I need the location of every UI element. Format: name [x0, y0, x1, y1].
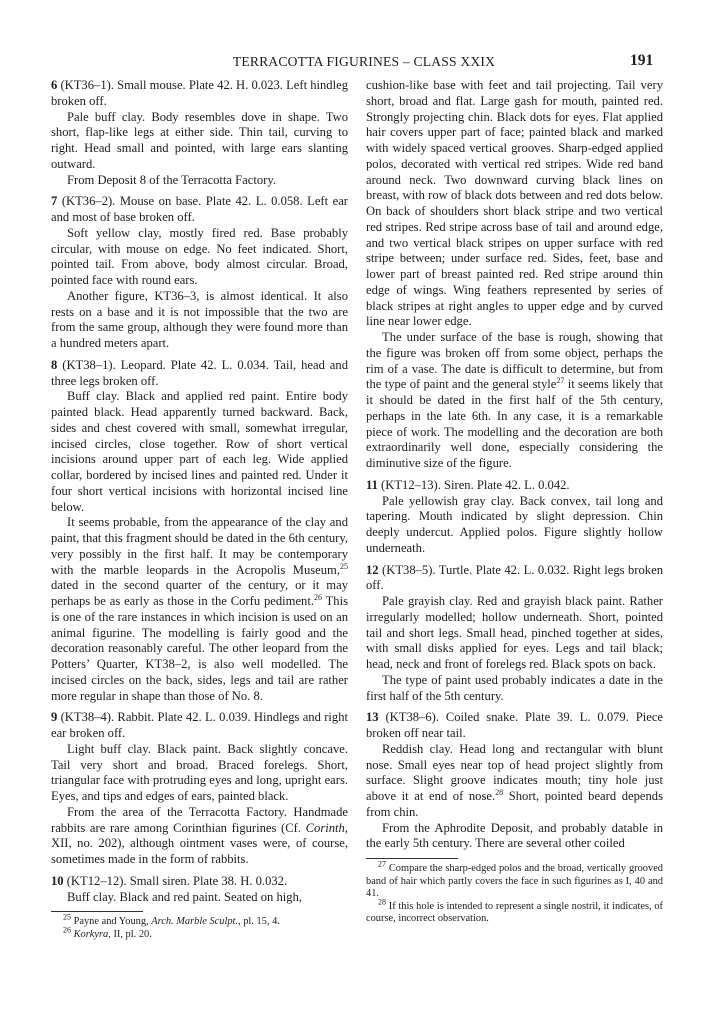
page-number: 191: [630, 52, 654, 69]
entry-6-heading: [51, 78, 348, 110]
entry-heading-text: (KT38–4). Rabbit. Plate 42. L. 0.039. Hindlegs and right ear broken off.: [51, 710, 348, 740]
text-run: It seems probable, from the appearance of the clay and paint, that this fragment should be dated in the 6th century, very possibly in the first half. It may be contemporary with the marble leopards in the Acropolis Museum,: [51, 515, 348, 577]
entry-10-discussion: [366, 330, 663, 472]
entry-7-description: Soft yellow clay, mostly fired red. Base probably circular, with mouse on edge. No feet indicated. Short, pointed tail. From above, body almost circular. Broad, pointed face with round ears.: [51, 225, 348, 287]
text-run: dated in the second quarter of the century, or it may perhaps be as early as those in the Corfu pediment.: [51, 578, 348, 608]
entry-11-heading: [366, 478, 663, 494]
text-run: Short, pointed beard depends from chin.: [366, 789, 663, 819]
text-run: it seems likely that it should be dated in the first half of the 5th century, perhaps in the late 6th. In any case, it is a remarkable piece of work. The modelling and the decoration are both extraordinarily well done, especially considering the diminutive size of the figure.: [366, 377, 663, 470]
entry-7-note: Another figure, KT36–3, is almost identical. It also rests on a base and it is not impossible that the two are from the same group, although they were found more than a hundred meters apart.: [51, 288, 348, 350]
footnote-28: [366, 897, 663, 926]
footnote-27: [366, 859, 663, 901]
entry-number: 6: [51, 78, 58, 92]
entry-10-heading: [51, 874, 348, 890]
footnote-ref-28[interactable]: 28: [495, 787, 504, 797]
footnote-marker: 28: [378, 897, 386, 907]
entry-8-description: Buff clay. Black and applied red paint. Entire body painted black. Head apparently turned backward. Back, sides and chest covered with small, somewhat irregular, incised circles, close together. Row of short vertical incisions around upper part of each leg. Wide applied collar, bordered by incised lines and painted red. Under it four short vertical incisions with horizontal incised line below.: [51, 389, 348, 514]
right-column: [366, 78, 663, 926]
text-run: Reddish clay. Head long and rectangular with blunt nose. Small eyes near top of head project slightly from surface. Slight groove indicates mouth; tiny hole just above it at end of nose.: [366, 741, 663, 803]
entry-heading-text: (KT38–6). Coiled snake. Plate 39. L. 0.079. Piece broken off near tail.: [366, 710, 663, 740]
text-run: The under surface of the base is rough, showing that the figure was broken off from some object, perhaps the rim of a vase. The date is difficult to determine, but from the type of paint and the general style: [366, 330, 663, 392]
entry-12-heading: [366, 563, 663, 595]
entry-heading-text: (KT38–5). Turtle. Plate 42. L. 0.032. Right legs broken off.: [366, 562, 663, 593]
text-run: From the area of the Terracotta Factory. Handmade rabbits are rare among Corinthian figurines (Cf.: [51, 804, 348, 835]
footnote-26: [51, 925, 348, 942]
text-run-italic: Corinth: [305, 820, 345, 835]
entry-11-description: Pale yellowish gray clay. Back convex, tail long and tapering. Mouth indicated by slight depression. Chin deeply undercut. Applied polos. Figure slightly hollow underneath.: [366, 493, 663, 555]
text-run: Compare the sharp-edged polos and the broad, vertically grooved band of hair which partly covers the face in such figurines as I, 40 and 41.: [366, 863, 663, 900]
entry-10-continued: cushion-like base with feet and tail projecting. Tail very short, broad and flat. Large gash for mouth, painted red. Strongly projecting chin. Black dots for eyes. Flat applied hair covers upper part of face; painted black and marked with widely spaced vertical grooves. Sharp-edged applied polos, decorated with vertical red stripes. Wide red band around neck. Two downward curving black lines on breast, with row of black dots between and red dots below. On back of shoulders short black stripe and two vertical red stripes. Red stripe across base of tail and around edge, and two vertical black stripes on upper surface with red stripe between; under surface red. Sides, feet, base and lower part of breast painted red. Red stripe around thin edge of wings. Wing feathers represented by series of black stripes at right angles to upper edge and by curved line near lower edge.: [366, 78, 663, 329]
entry-6-description: Pale buff clay. Body resembles dove in shape. Two short, flap-like legs at either side. Thin tail, curving to right. Head small and pointed, with large ears slanting outward.: [51, 109, 348, 171]
entry-9-description: Light buff clay. Black paint. Back slightly concave. Tail very short and broad. Braced forelegs. Short, triangular face with protruding eyes and long, upright ears. Eyes, and tips and edges of ears, painted black.: [51, 741, 348, 803]
entry-number: 8: [51, 357, 58, 372]
entry-8-discussion: [51, 515, 348, 704]
footnote-marker: 26: [63, 925, 71, 935]
footnote-25: [51, 912, 348, 929]
text-run: If this hole is intended to represent a single nostril, it indicates, of course, incorrect observation.: [366, 900, 663, 925]
text-run: This is one of the rare instances in which incision is used on an animal figurine. The modelling is fairly good and the decoration reasonably careful. The other leopard from the Potters’ Quarter, KT38–2, is also well modelled. The incised circles on the back, sides, legs and tail are rather more regular in shape than those of No. 8.: [51, 594, 348, 703]
footnote-ref-25[interactable]: 25: [340, 561, 348, 571]
footnote-marker: 25: [63, 912, 71, 922]
footnote-marker: 27: [378, 859, 386, 869]
text-run: Payne and Young,: [71, 916, 152, 928]
entry-12-description: Pale grayish clay. Red and grayish black paint. Rather irregularly modelled; hollow underneath. Short, pointed tail and short legs. Small head, pinched together at sides, with small disks applied for eyes. Legs and tail black; head, neck and front of forelegs red. Black spots on back.: [366, 594, 663, 671]
entry-heading-text: (KT12–12). Small siren. Plate 38. H. 0.032.: [63, 873, 288, 888]
entry-7-heading: [51, 194, 348, 226]
entry-heading-text: (KT36–1). Small mouse. Plate 42. H. 0.023. Left hindleg broken off.: [51, 78, 348, 108]
entry-number: 9: [51, 710, 58, 725]
footnote-ref-26[interactable]: 26: [313, 592, 322, 602]
entry-13-provenance: From the Aphrodite Deposit, and probably datable in the early 5th century. There are several other coiled: [366, 820, 663, 851]
entry-13-description: [366, 742, 663, 821]
entry-heading-text: (KT36–2). Mouse on base. Plate 42. L. 0.058. Left ear and most of base broken off.: [51, 194, 348, 224]
text-run: , XII, no. 202), although ointment vases were, of course, sometimes made in the form of rabbits.: [51, 820, 348, 866]
text-run-italic: Arch. Marble Sculpt.: [151, 916, 239, 928]
footnote-ref-27[interactable]: 27: [556, 376, 565, 386]
entry-9-heading: [51, 710, 348, 742]
text-run: , II, pl. 20.: [108, 928, 152, 940]
entry-heading-text: (KT12–13). Siren. Plate 42. L. 0.042.: [377, 477, 570, 492]
left-column: [51, 78, 348, 941]
entry-12-note: The type of paint used probably indicates a date in the first half of the 5th century.: [366, 672, 663, 703]
entry-6-provenance: From Deposit 8 of the Terracotta Factory.: [67, 172, 276, 187]
entry-9-provenance: [51, 805, 348, 868]
text-run: , pl. 15, 4.: [238, 916, 280, 928]
entry-number: 11: [366, 477, 378, 492]
running-header-title: TERRACOTTA FIGURINES – CLASS XXIX: [232, 54, 496, 69]
entry-number: 12: [366, 562, 379, 577]
entry-number: 13: [366, 710, 379, 725]
entry-8-heading: [51, 358, 348, 390]
entry-number: 10: [51, 873, 64, 888]
entry-number: 7: [51, 194, 58, 209]
text-run-italic: Korkyra: [73, 928, 109, 940]
entry-10-description: Buff clay. Black and red paint. Seated on high,: [67, 889, 303, 904]
entry-heading-text: (KT38–1). Leopard. Plate 42. L. 0.034. Tail, head and three legs broken off.: [51, 357, 348, 388]
entry-13-heading: [366, 710, 663, 742]
